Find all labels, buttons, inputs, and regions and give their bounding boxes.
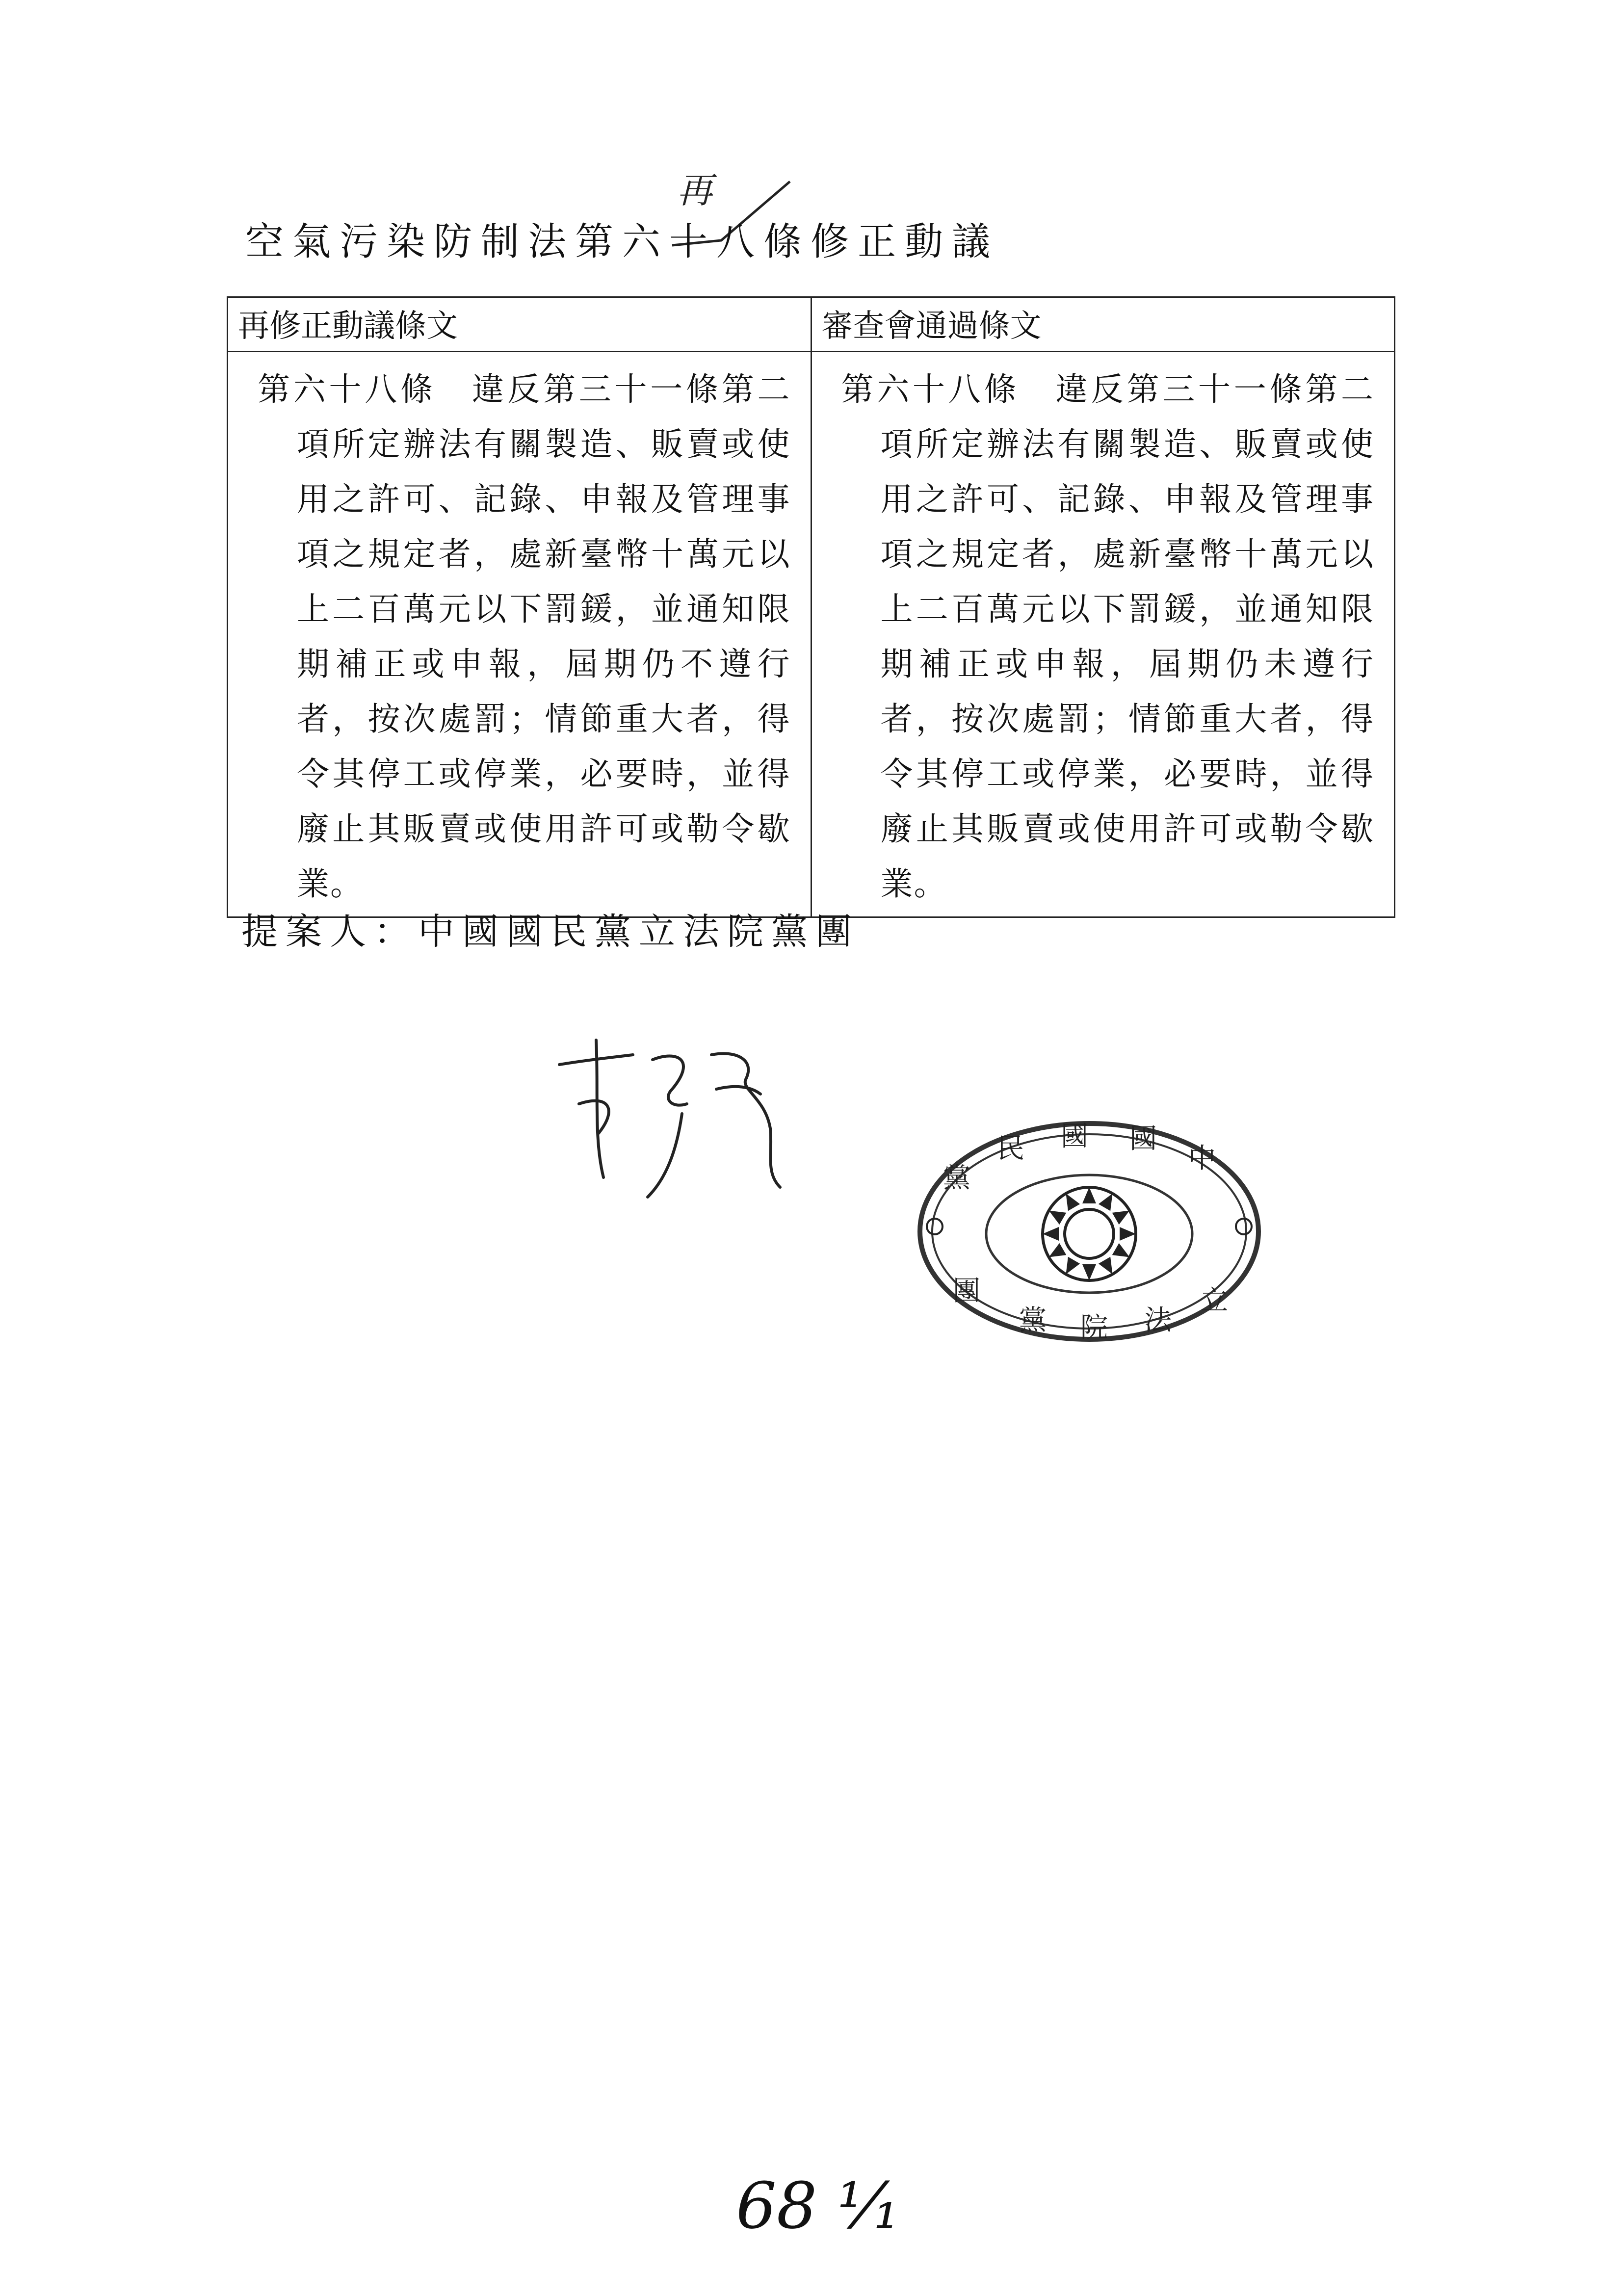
svg-text:國: 國 bbox=[1061, 1121, 1088, 1152]
committee-article-text: 第六十八條 違反第三十一條第二項所定辦法有關製造、販賣或使用之許可、記錄、申報及管理事項之規定者，處新臺幣十萬元以上二百萬元以下罰鍰，並通知限期補正或申報，屆期仍未遵行者，按次處罰；情節重大者，得令其停工或停業，必要時，並得廢止其販賣或使用許可或勒令歇業。 bbox=[841, 370, 1374, 903]
revised-motion-cell bbox=[228, 352, 812, 917]
page-number: 68 ¹⁄₁ bbox=[736, 2168, 899, 2243]
proposer-line: 提案人：中國國民黨立法院黨團 bbox=[241, 911, 860, 953]
svg-text:法: 法 bbox=[1144, 1305, 1172, 1336]
svg-text:民: 民 bbox=[997, 1133, 1024, 1165]
revised-article-text: 第六十八條 違反第三十一條第二項所定辦法有關製造、販賣或使用之許可、記錄、申報及管理事項之規定者，處新臺幣十萬元以上二百萬元以下罰鍰，並通知限期補正或申報，屆期仍不遵行者，按次處罰；情節重大者，得令其停工或停業，必要時，並得廢止其販賣或使用許可或勒令歇業。 bbox=[258, 370, 791, 903]
comparison-table bbox=[227, 296, 1395, 918]
official-seal-emblem bbox=[913, 1114, 1266, 1349]
svg-text:國: 國 bbox=[1129, 1123, 1157, 1155]
handwritten-signature bbox=[550, 1030, 785, 1217]
svg-text:團: 團 bbox=[953, 1275, 980, 1307]
committee-passed-cell bbox=[811, 352, 1395, 917]
svg-text:立: 立 bbox=[1201, 1285, 1228, 1317]
column-header-revised-motion: 再修正動議條文 bbox=[228, 297, 812, 352]
document-title: 空氣污染防制法第六十八條修正動議 bbox=[245, 220, 999, 264]
svg-text:中: 中 bbox=[1188, 1143, 1216, 1174]
handwritten-insertion: 再 bbox=[677, 170, 713, 211]
column-header-committee-passed: 審查會通過條文 bbox=[811, 297, 1395, 352]
svg-text:院: 院 bbox=[1080, 1312, 1108, 1344]
svg-text:黨: 黨 bbox=[943, 1162, 970, 1194]
svg-text:黨: 黨 bbox=[1019, 1305, 1047, 1336]
